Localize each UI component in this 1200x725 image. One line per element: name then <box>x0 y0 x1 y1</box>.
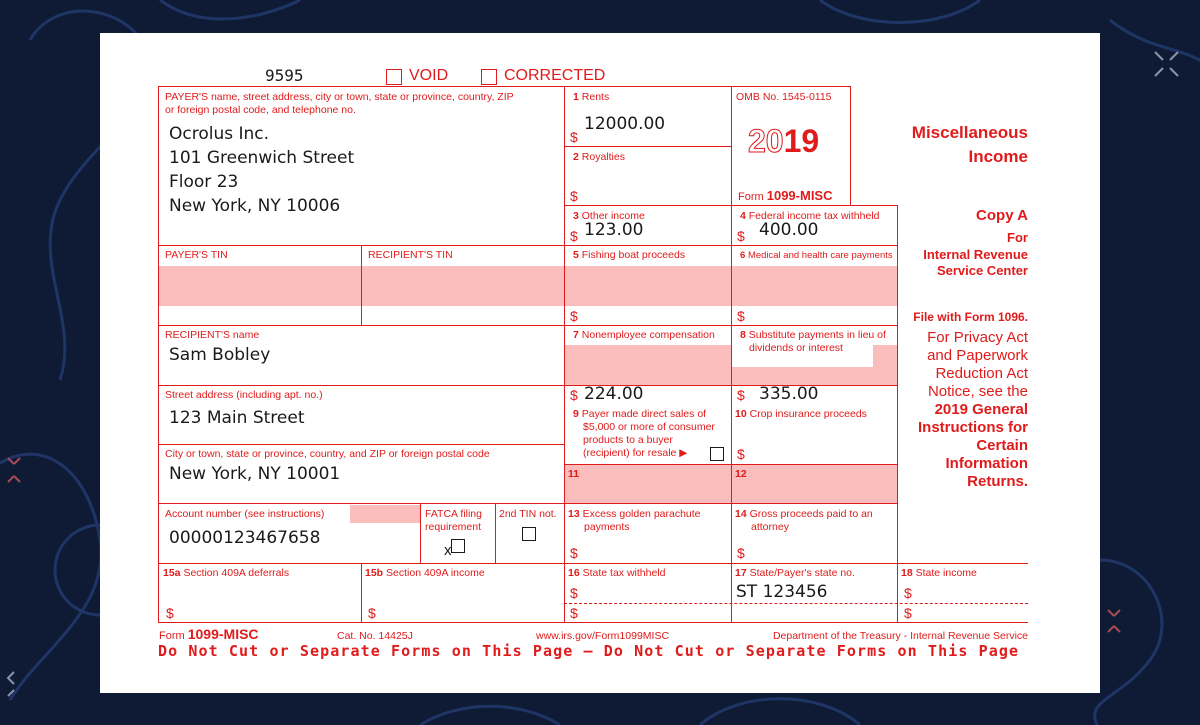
payer-floor: Floor 23 <box>169 172 239 192</box>
box8-label: 8 Substitute payments in lieu of dividends or interest <box>740 329 886 354</box>
box10-label: 10 Crop insurance proceeds <box>735 408 867 420</box>
payer-tin-label: PAYER'S TIN <box>165 249 228 261</box>
box10-dollar: $ <box>737 446 745 462</box>
box16-dollar-2: $ <box>570 605 578 621</box>
fatca-mark: x <box>444 542 452 559</box>
footer-form-name: Form 1099-MISC <box>159 626 259 642</box>
street-label: Street address (including apt. no.) <box>165 389 323 401</box>
footer-warning: Do Not Cut or Separate Forms on This Page — Do Not Cut or Separate Forms on This Page <box>158 642 1020 660</box>
recipient-tin-field[interactable] <box>362 266 564 306</box>
box15a-label: 15a Section 409A deferrals <box>163 567 290 579</box>
box6-dollar: $ <box>737 308 745 324</box>
recipient-name: Sam Bobley <box>169 345 271 365</box>
box12-label: 12 <box>735 468 747 480</box>
footer-dept: Department of the Treasury - Internal Revenue Service <box>772 630 1028 642</box>
box14-label: 14 Gross proceeds paid to an attorney <box>735 508 873 533</box>
payer-label: PAYER'S name, street address, city or town, state or province, country, ZIP or foreign postal code, and telephone no. <box>165 91 514 116</box>
box7-label: 7 Nonemployee compensation <box>573 329 715 341</box>
box3-value: 123.00 <box>584 220 644 240</box>
account-label: Account number (see instructions) <box>165 508 325 520</box>
box11-label: 11 <box>568 468 580 480</box>
box17-value: ST 123456 <box>736 582 828 602</box>
box8-value: 335.00 <box>759 384 819 404</box>
void-checkbox[interactable] <box>386 69 402 85</box>
box13-dollar: $ <box>570 545 578 561</box>
box5-label: 5 Fishing boat proceeds <box>573 249 686 261</box>
box4-label: 4 Federal income tax withheld <box>740 210 880 222</box>
corrected-checkbox[interactable] <box>481 69 497 85</box>
box13-label: 13 Excess golden parachute payments <box>568 508 701 533</box>
box12-shade <box>732 465 897 503</box>
box9-checkbox[interactable] <box>710 447 724 461</box>
recipient-city: New York, NY 10001 <box>169 464 341 484</box>
box7-dollar: $ <box>570 387 578 403</box>
footer-url[interactable]: www.irs.gov/Form1099MISC <box>536 630 670 642</box>
second-tin-label: 2nd TIN not. <box>499 508 557 520</box>
fatca-checkbox[interactable] <box>451 539 465 553</box>
file-with: File with Form 1096. <box>913 310 1028 324</box>
box5-shade <box>565 266 731 306</box>
corrected-label: CORRECTED <box>504 67 606 84</box>
box6-label: 6 Medical and health care payments <box>740 250 893 261</box>
account-shade <box>350 505 420 523</box>
copy-a: Copy A <box>976 207 1028 224</box>
omb-form-name: Form 1099-MISC <box>738 188 833 203</box>
box18-dollar-1: $ <box>904 585 912 601</box>
box4-value: 400.00 <box>759 220 819 240</box>
payer-city: New York, NY 10006 <box>169 196 341 216</box>
box15b-dollar: $ <box>368 605 376 621</box>
box15a-dollar: $ <box>166 605 174 621</box>
box18-label: 18 State income <box>901 567 977 579</box>
void-label: VOID <box>409 67 449 84</box>
privacy-notice: For Privacy Act and Paperwork Reduction Act Notice, see the 2019 General Instructions for Certain Information Returns. <box>917 329 1028 490</box>
box1-label: 1 Rents <box>573 91 610 103</box>
box17-label: 17 State/Payer's state no. <box>735 567 855 579</box>
box3-dollar: $ <box>570 228 578 244</box>
city-label: City or town, state or province, country, and ZIP or foreign postal code <box>165 448 490 460</box>
box6-shade <box>732 266 897 306</box>
footer-cat-no: Cat. No. 14425J <box>337 630 413 642</box>
box18-dollar-2: $ <box>904 605 912 621</box>
recipient-tin-label: RECIPIENT'S TIN <box>368 249 453 261</box>
form-code: 9595 <box>265 66 304 85</box>
box7-shade <box>565 345 731 385</box>
box1-dollar: $ <box>570 129 578 145</box>
recipient-name-label: RECIPIENT'S name <box>165 329 260 341</box>
box3-label: 3 Other income <box>573 210 645 222</box>
fatca-label: FATCA filing requirement <box>425 508 482 533</box>
box5-dollar: $ <box>570 308 578 324</box>
account-number: 00000123467658 <box>169 528 321 548</box>
form-title: Miscellaneous Income <box>911 123 1028 166</box>
box7-value: 224.00 <box>584 384 644 404</box>
box11-shade <box>565 465 731 503</box>
box8-dollar: $ <box>737 387 745 403</box>
box2-label: 2 Royalties <box>573 151 625 163</box>
box16-label: 16 State tax withheld <box>568 567 666 579</box>
box4-dollar: $ <box>737 228 745 244</box>
tax-year: 2019 <box>748 123 820 159</box>
omb-label: OMB No. 1545-0115 <box>736 91 832 103</box>
form-1099-misc <box>100 33 1100 693</box>
recipient-street: 123 Main Street <box>169 408 305 428</box>
payer-street: 101 Greenwich Street <box>169 148 355 168</box>
box14-dollar: $ <box>737 545 745 561</box>
irs-center: Internal Revenue Service Center <box>923 247 1028 278</box>
box16-dollar-1: $ <box>570 585 578 601</box>
second-tin-checkbox[interactable] <box>522 527 536 541</box>
for-label: For <box>1007 230 1028 245</box>
box1-value: 12000.00 <box>584 114 666 134</box>
box2-dollar: $ <box>570 188 578 204</box>
box15b-label: 15b Section 409A income <box>365 567 485 579</box>
payer-tin-field[interactable] <box>159 266 361 306</box>
box9-label: 9 Payer made direct sales of $5,000 or more of consumer products to a buyer (recipient) for resale ▶ <box>573 408 715 459</box>
payer-name: Ocrolus Inc. <box>169 124 270 144</box>
